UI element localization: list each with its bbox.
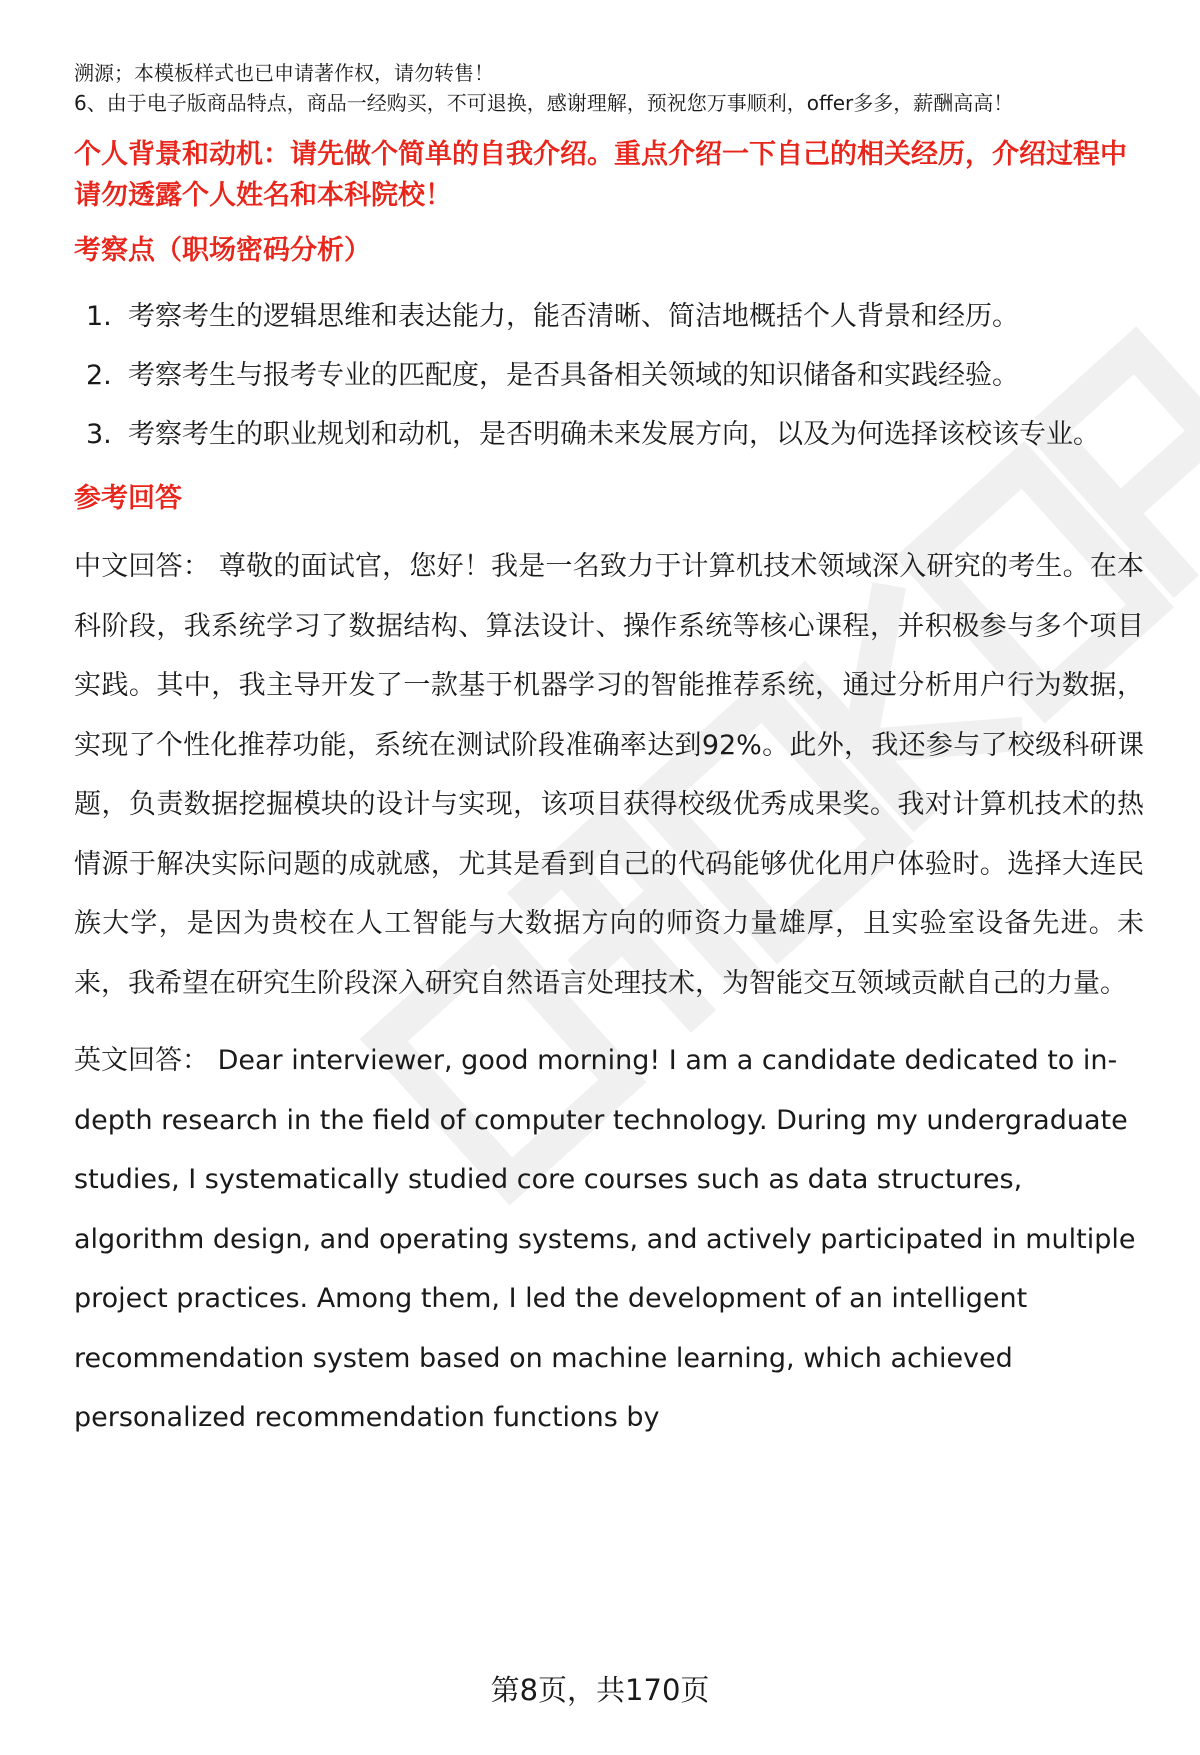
assessment-point <box>74 405 1144 464</box>
point-text: 考察考生与报考专业的匹配度，是否具备相关领域的知识储备和实践经验。 <box>128 360 1019 391</box>
notice-line-1: 溯源；本模板样式也已申请著作权，请勿转售！ <box>74 61 494 85</box>
point-number: 2. <box>86 360 112 391</box>
assessment-point <box>74 287 1144 346</box>
english-answer-label: 英文回答： <box>74 1045 209 1076</box>
document-page <box>74 58 1144 1448</box>
question-title: 个人背景和动机：请先做个简单的自我介绍。重点介绍一下自己的相关经历，介绍过程中请勿透露个人姓名和本科院校！ <box>74 139 1127 211</box>
chinese-answer-text: 尊敬的面试官，您好！我是一名致力于计算机技术领域深入研究的考生。在本科阶段，我系统学习了数据结构、算法设计、操作系统等核心课程，并积极参与多个项目实践。其中，我主导开发了一款基于机器学习的智能推荐系统，通过分析用户行为数据，实现了个性化推荐功能，系统在测试阶段准确率达到92%。此外，我还参与了校级科研课题，负责数据挖掘模块的设计与实现，该项目获得校级优秀成果奖。我对计算机技术的热情源于解决实际问题的成就感，尤其是看到自己的代码能够优化用户体验时。选择大连民族大学，是因为贵校在人工智能与大数据方向的师资力量雄厚，且实验室设备先进。未来，我希望在研究生阶段深入研究自然语言处理技术，为智能交互领域贡献自己的力量。 <box>74 551 1145 999</box>
point-text: 考察考生的职业规划和动机，是否明确未来发展方向，以及为何选择该校该专业。 <box>128 419 1100 450</box>
reference-heading: 参考回答 <box>74 483 182 514</box>
english-answer-text: Dear interviewer, good morning! I am a candidate dedicated to in-depth research in the field of computer technology. During my undergraduate studies, I systematically studied core courses such as data structures, algorithm design, and operating systems, and actively participated in multiple project practices. Among them, I led the development of an intelligent recommendation system based on machine learning, which achieved personalized recommendation functions by <box>74 1045 1136 1433</box>
chinese-answer-label: 中文回答： <box>74 551 211 582</box>
chinese-answer <box>74 537 1144 1013</box>
page-number-footer: 第8页，共170页 <box>490 1673 710 1707</box>
assessment-point <box>74 346 1144 405</box>
english-answer <box>74 1031 1144 1448</box>
assessment-points-list <box>74 287 1144 464</box>
point-text: 考察考生的逻辑思维和表达能力，能否清晰、简洁地概括个人背景和经历。 <box>128 301 1019 332</box>
notice-line-2: 6、由于电子版商品特点，商品一经购买，不可退换，感谢理解，预祝您万事顺利，offer多多，薪酬高高！ <box>74 91 1014 115</box>
point-number: 3. <box>86 419 112 450</box>
assessment-heading: 考察点（职场密码分析） <box>74 235 371 266</box>
point-number: 1. <box>86 301 112 332</box>
